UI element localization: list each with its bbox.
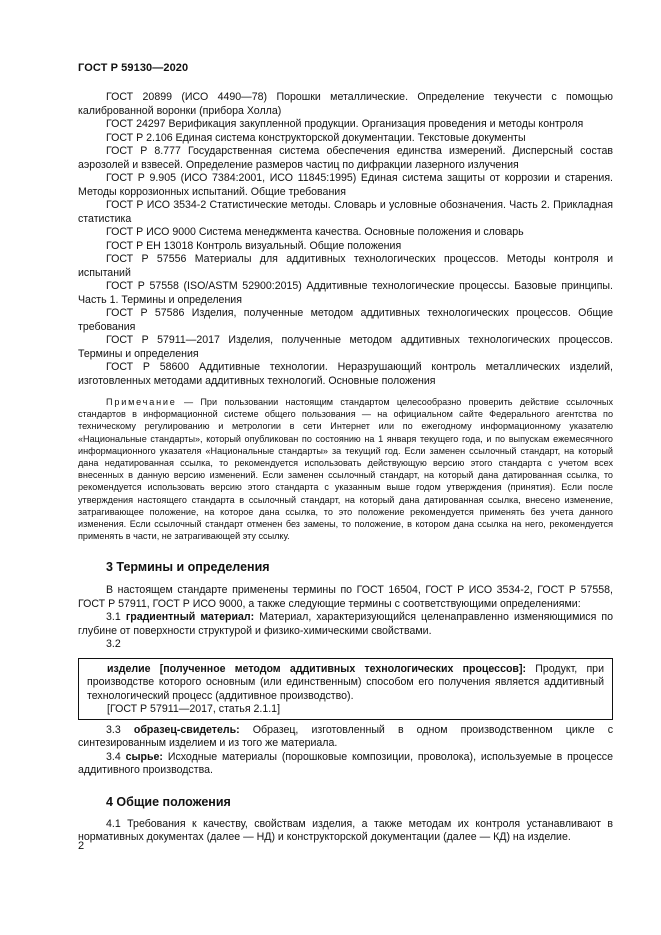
term-3-4 bbox=[78, 751, 613, 778]
term-number: 3.4 bbox=[106, 750, 121, 763]
term-3-2-number: 3.2 bbox=[106, 638, 121, 651]
page-number: 2 bbox=[78, 840, 85, 852]
reference-note bbox=[78, 396, 613, 542]
term-definition: Образец, изготовленный в одном производственном цикле с синтезированным изделием и из того же материала. bbox=[78, 723, 614, 750]
term-name: градиентный материал: bbox=[125, 611, 255, 624]
reference-item: ГОСТ Р 9.905 (ИСО 7384:2001, ИСО 11845:1995) Единая система защиты от коррозии и старения. Методы коррозионных испытаний. Общие требования bbox=[78, 172, 613, 198]
reference-item: ГОСТ Р ИСО 3534-2 Статистические методы. Словарь и условные обозначения. Часть 2. Прикладная статистика bbox=[78, 199, 613, 225]
reference-item: ГОСТ Р 58600 Аддитивные технологии. Неразрушающий контроль металлических изделий, изготовленных методами аддитивных технологий. Основные положения bbox=[78, 361, 613, 387]
section-3-heading: 3 Термины и определения bbox=[106, 560, 270, 575]
term-source: [ГОСТ Р 57911—2017, статья 2.1.1] bbox=[107, 703, 281, 716]
reference-item: ГОСТ Р 57558 (ISO/ASTM 52900:2015) Аддитивные технологические процессы. Базовые принципы. Часть 1. Термины и определения bbox=[78, 280, 613, 306]
document-code-header: ГОСТ Р 59130—2020 bbox=[78, 62, 189, 74]
reference-item: ГОСТ Р 8.777 Государственная система обеспечения единства измерений. Дисперсный состав аэрозолей и взвесей. Определение размеров частиц по дифракции лазерного излучения bbox=[78, 145, 613, 171]
term-3-2 bbox=[87, 663, 604, 704]
reference-item: ГОСТ 24297 Верификация закупленной продукции. Организация проведения и методы контроля bbox=[106, 118, 584, 130]
reference-item: ГОСТ Р 57556 Материалы для аддитивных технологических процессов. Методы контроля и испытаний bbox=[78, 253, 613, 279]
term-definition: Материал, характеризующийся целенаправленно изменяющимися по глубине от поверхности структурой и физико-химическими свойствами. bbox=[78, 611, 613, 637]
paragraph-4-1: 4.1 Требования к качеству, свойствам изделия, а также методам их контроля устанавливают в нормативных документах (далее — НД) и конструкторской документации (далее — КД) на изделие. bbox=[78, 817, 613, 844]
page-content bbox=[78, 91, 613, 845]
term-name: сырье: bbox=[125, 750, 163, 763]
term-name: изделие [полученное методом аддитивных технологических процессов]: bbox=[107, 662, 526, 675]
normative-references-list bbox=[78, 91, 613, 388]
term-number: 3.1 bbox=[106, 611, 121, 624]
term-definition: Исходные материалы (порошковые композиции, проволока), используемые в процессе аддитивного производства. bbox=[78, 750, 613, 777]
term-3-2-box bbox=[78, 658, 613, 720]
term-3-1 bbox=[78, 611, 613, 638]
note-text: — При пользовании настоящим стандартом целесообразно проверить действие ссылочных стандартов в информационной системе общего пользования — на официальном сайте Федерального агентства по техническому регулированию и метрологии в сети Интернет или по ежегодному информационному указателю «Национальные стандарты», который опубликован по состоянию на 1 января текущего года, и по выпускам ежемесячного информационного указателя «Национальные стандарты» за текущий год. Если заменен ссылочный стандарт, на который дана недатированная ссылка, то рекомендуется использовать действующую версию этого стандарта с учетом всех внесенных в данную версию изменений. Если заменен ссылочный стандарт, на который дана датированная ссылка, то рекомендуется использовать версию этого стандарта с указанным выше годом утверждения (принятия). Если после утверждения настоящего стандарта в ссылочный стандарт, на который дана датированная ссылка, внесено изменение, затрагивающее положение, на которое дана ссылка, то это положение рекомендуется применять без учета данного изменения. Если ссылочный стандарт отменен без замены, то положение, в котором дана ссылка на него, рекомендуется применять в части, не затрагивающей эту ссылку. bbox=[78, 397, 614, 542]
reference-item: ГОСТ Р ИСО 9000 Система менеджмента качества. Основные положения и словарь bbox=[106, 226, 524, 238]
reference-item: ГОСТ Р 57586 Изделия, полученные методом аддитивных технологических процессов. Общие требования bbox=[78, 307, 613, 333]
reference-item: ГОСТ 20899 (ИСО 4490—78) Порошки металлические. Определение текучести с помощью калиброванной воронки (прибора Холла) bbox=[78, 91, 613, 117]
section-4-heading: 4 Общие положения bbox=[106, 794, 231, 809]
term-definition: Продукт, при производстве которого основным (или единственным) способом его получения является аддитивный технологический процесс (аддитивное производство). bbox=[87, 662, 604, 702]
term-number: 3.3 bbox=[106, 723, 121, 736]
reference-item: ГОСТ Р 2.106 Единая система конструкторской документации. Текстовые документы bbox=[106, 131, 526, 144]
term-3-3 bbox=[78, 724, 613, 751]
section-3-intro: В настоящем стандарте применены термины по ГОСТ 16504, ГОСТ Р ИСО 3534-2, ГОСТ Р 57558, ГОСТ Р 57911, ГОСТ Р ИСО 9000, а также следующие термины с соответствующими определениями: bbox=[78, 584, 613, 610]
reference-item: ГОСТ Р 57911—2017 Изделия, полученные методом аддитивных технологических процессов. Термины и определения bbox=[78, 334, 613, 360]
term-name: образец-свидетель: bbox=[133, 723, 240, 736]
note-label: Примечание bbox=[106, 397, 177, 407]
reference-item: ГОСТ Р ЕН 13018 Контроль визуальный. Общие положения bbox=[106, 239, 402, 252]
